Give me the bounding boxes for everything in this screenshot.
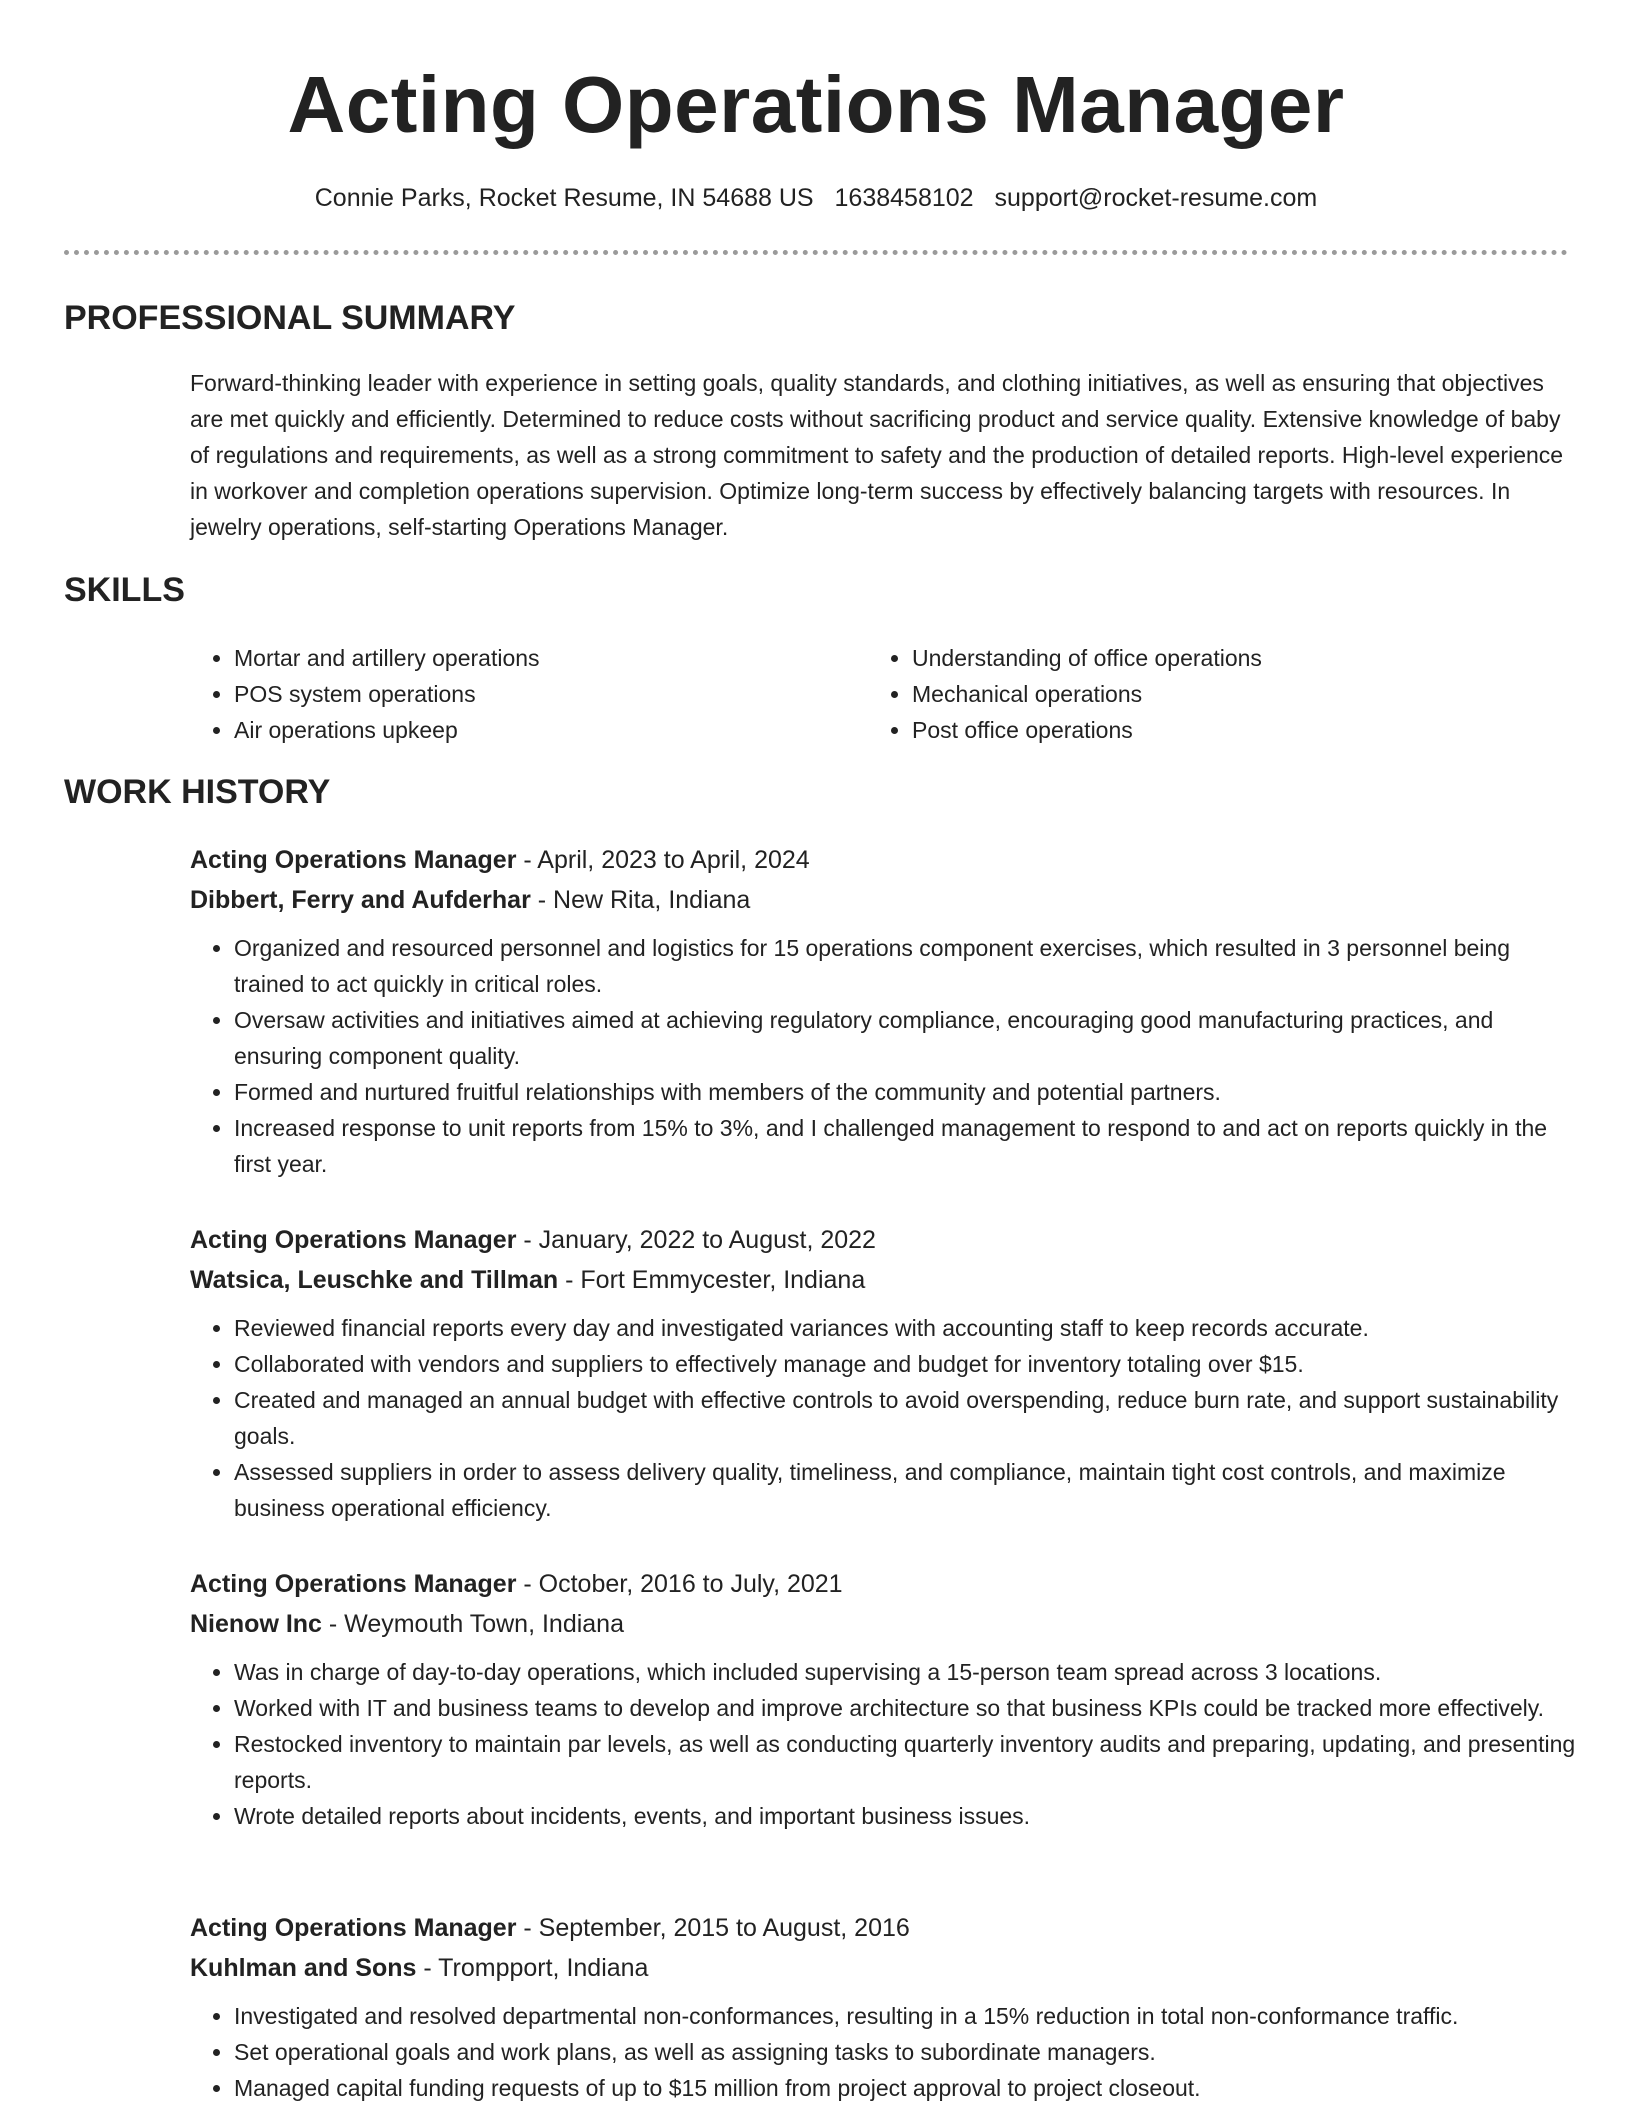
contact-address: Connie Parks, Rocket Resume, IN 54688 US — [314, 184, 814, 212]
skill-item: • Air operations upkeep — [234, 712, 854, 748]
job-location: - Trompport, Indiana — [416, 1954, 649, 1982]
job-company: Nienow Inc — [190, 1610, 322, 1638]
job-company-line — [190, 1948, 1580, 1988]
skill-item: • Mechanical operations — [912, 676, 1532, 712]
job-bullet: • Increased response to unit reports from 15% to 3%, and I challenged management to respond to and act on reports quickly in the first year. — [234, 1110, 1580, 1182]
job-bullet: • Managed capital funding requests of up to $15 million from project approval to project closeout. — [234, 2070, 1580, 2106]
job-bullet: • Worked with IT and business teams to develop and improve architecture so that business KPIs could be tracked more effectively. — [234, 1690, 1580, 1726]
summary-heading: PROFESSIONAL SUMMARY — [64, 299, 516, 337]
contact-phone: 1638458102 — [834, 184, 974, 212]
skills-heading: SKILLS — [64, 571, 185, 609]
job-entry — [190, 1908, 1580, 2106]
job-bullet: • Created and managed an annual budget with effective controls to avoid overspending, reduce burn rate, and support sustainability goals. — [234, 1382, 1580, 1454]
job-company: Kuhlman and Sons — [190, 1954, 417, 1982]
job-bullet: • Set operational goals and work plans, as well as assigning tasks to subordinate managers. — [234, 2034, 1580, 2070]
job-company-line — [190, 1604, 1580, 1644]
header-divider — [64, 250, 1568, 255]
job-entry — [190, 1564, 1580, 1834]
job-title-line — [190, 1908, 1580, 1948]
job-location: - Weymouth Town, Indiana — [321, 1610, 624, 1638]
job-bullet: • Reviewed financial reports every day and investigated variances with accounting staff to keep records accurate. — [234, 1310, 1580, 1346]
work-heading: WORK HISTORY — [64, 773, 331, 811]
summary-text: Forward-thinking leader with experience in setting goals, quality standards, and clothing initiatives, as well as ensuring that objectives are met quickly and efficiently. Determined to reduce costs without sacrificing product and service quality. Extensive knowledge of baby of regulations and requirements, as well as a strong commitment to safety and the production of detailed reports. High-level experience in workover and completion operations supervision. Optimize long-term success by effectively balancing targets with resources. In jewelry operations, self-starting Operations Manager. — [190, 370, 1564, 540]
job-title: Acting Operations Manager — [190, 1914, 517, 1942]
job-dates: - October, 2016 to July, 2021 — [516, 1570, 843, 1598]
job-bullet: • Investigated and resolved departmental non-conformances, resulting in a 15% reduction in total non-conformance traffic. — [234, 1998, 1580, 2034]
job-dates: - January, 2022 to August, 2022 — [516, 1226, 876, 1254]
job-bullet: • Restocked inventory to maintain par levels, as well as conducting quarterly inventory audits and preparing, updating, and presenting reports. — [234, 1726, 1580, 1798]
job-company: Dibbert, Ferry and Aufderhar — [190, 886, 531, 914]
job-bullets — [190, 1654, 1580, 1834]
job-company-line — [190, 1260, 1580, 1300]
job-bullet: • Oversaw activities and initiatives aimed at achieving regulatory compliance, encouraging good manufacturing practices, and ensuring component quality. — [234, 1002, 1580, 1074]
job-dates: - September, 2015 to August, 2016 — [516, 1914, 910, 1942]
job-title-line — [190, 1220, 1580, 1260]
skill-item: • POS system operations — [234, 676, 854, 712]
job-title: Acting Operations Manager — [190, 1226, 517, 1254]
skill-item: • Post office operations — [912, 712, 1532, 748]
job-location: - New Rita, Indiana — [530, 886, 751, 914]
job-company-line — [190, 880, 1580, 920]
contact-line — [0, 180, 1632, 216]
job-title-line — [190, 1564, 1580, 1604]
job-entry — [190, 840, 1580, 1182]
job-bullet: • Organized and resourced personnel and logistics for 15 operations component exercises, which resulted in 3 personnel being trained to act quickly in critical roles. — [234, 930, 1580, 1002]
job-dates: - April, 2023 to April, 2024 — [516, 846, 810, 874]
job-title: Acting Operations Manager — [190, 846, 517, 874]
job-title-line — [190, 840, 1580, 880]
job-bullets — [190, 930, 1580, 1182]
resume-title: Acting Operations Manager — [287, 60, 1345, 149]
job-bullet: • Formed and nurtured fruitful relationships with members of the community and potential partners. — [234, 1074, 1580, 1110]
skill-item: • Understanding of office operations — [912, 640, 1532, 676]
skill-item: • Mortar and artillery operations — [234, 640, 854, 676]
job-bullet: • Collaborated with vendors and suppliers to effectively manage and budget for inventory totaling over $15. — [234, 1346, 1580, 1382]
job-bullet: • Wrote detailed reports about incidents, events, and important business issues. — [234, 1798, 1580, 1834]
skills-list-right — [868, 640, 1532, 748]
job-bullet: • Assessed suppliers in order to assess delivery quality, timeliness, and compliance, maintain tight cost controls, and maximize business operational efficiency. — [234, 1454, 1580, 1526]
job-location: - Fort Emmycester, Indiana — [558, 1266, 866, 1294]
job-bullet: • Was in charge of day-to-day operations, which included supervising a 15-person team spread across 3 locations. — [234, 1654, 1580, 1690]
skills-list-left — [190, 640, 854, 748]
contact-email: support@rocket-resume.com — [994, 184, 1318, 212]
job-title: Acting Operations Manager — [190, 1570, 517, 1598]
job-entry — [190, 1220, 1580, 1526]
job-bullets — [190, 1998, 1580, 2106]
job-bullets — [190, 1310, 1580, 1526]
job-company: Watsica, Leuschke and Tillman — [190, 1266, 559, 1294]
